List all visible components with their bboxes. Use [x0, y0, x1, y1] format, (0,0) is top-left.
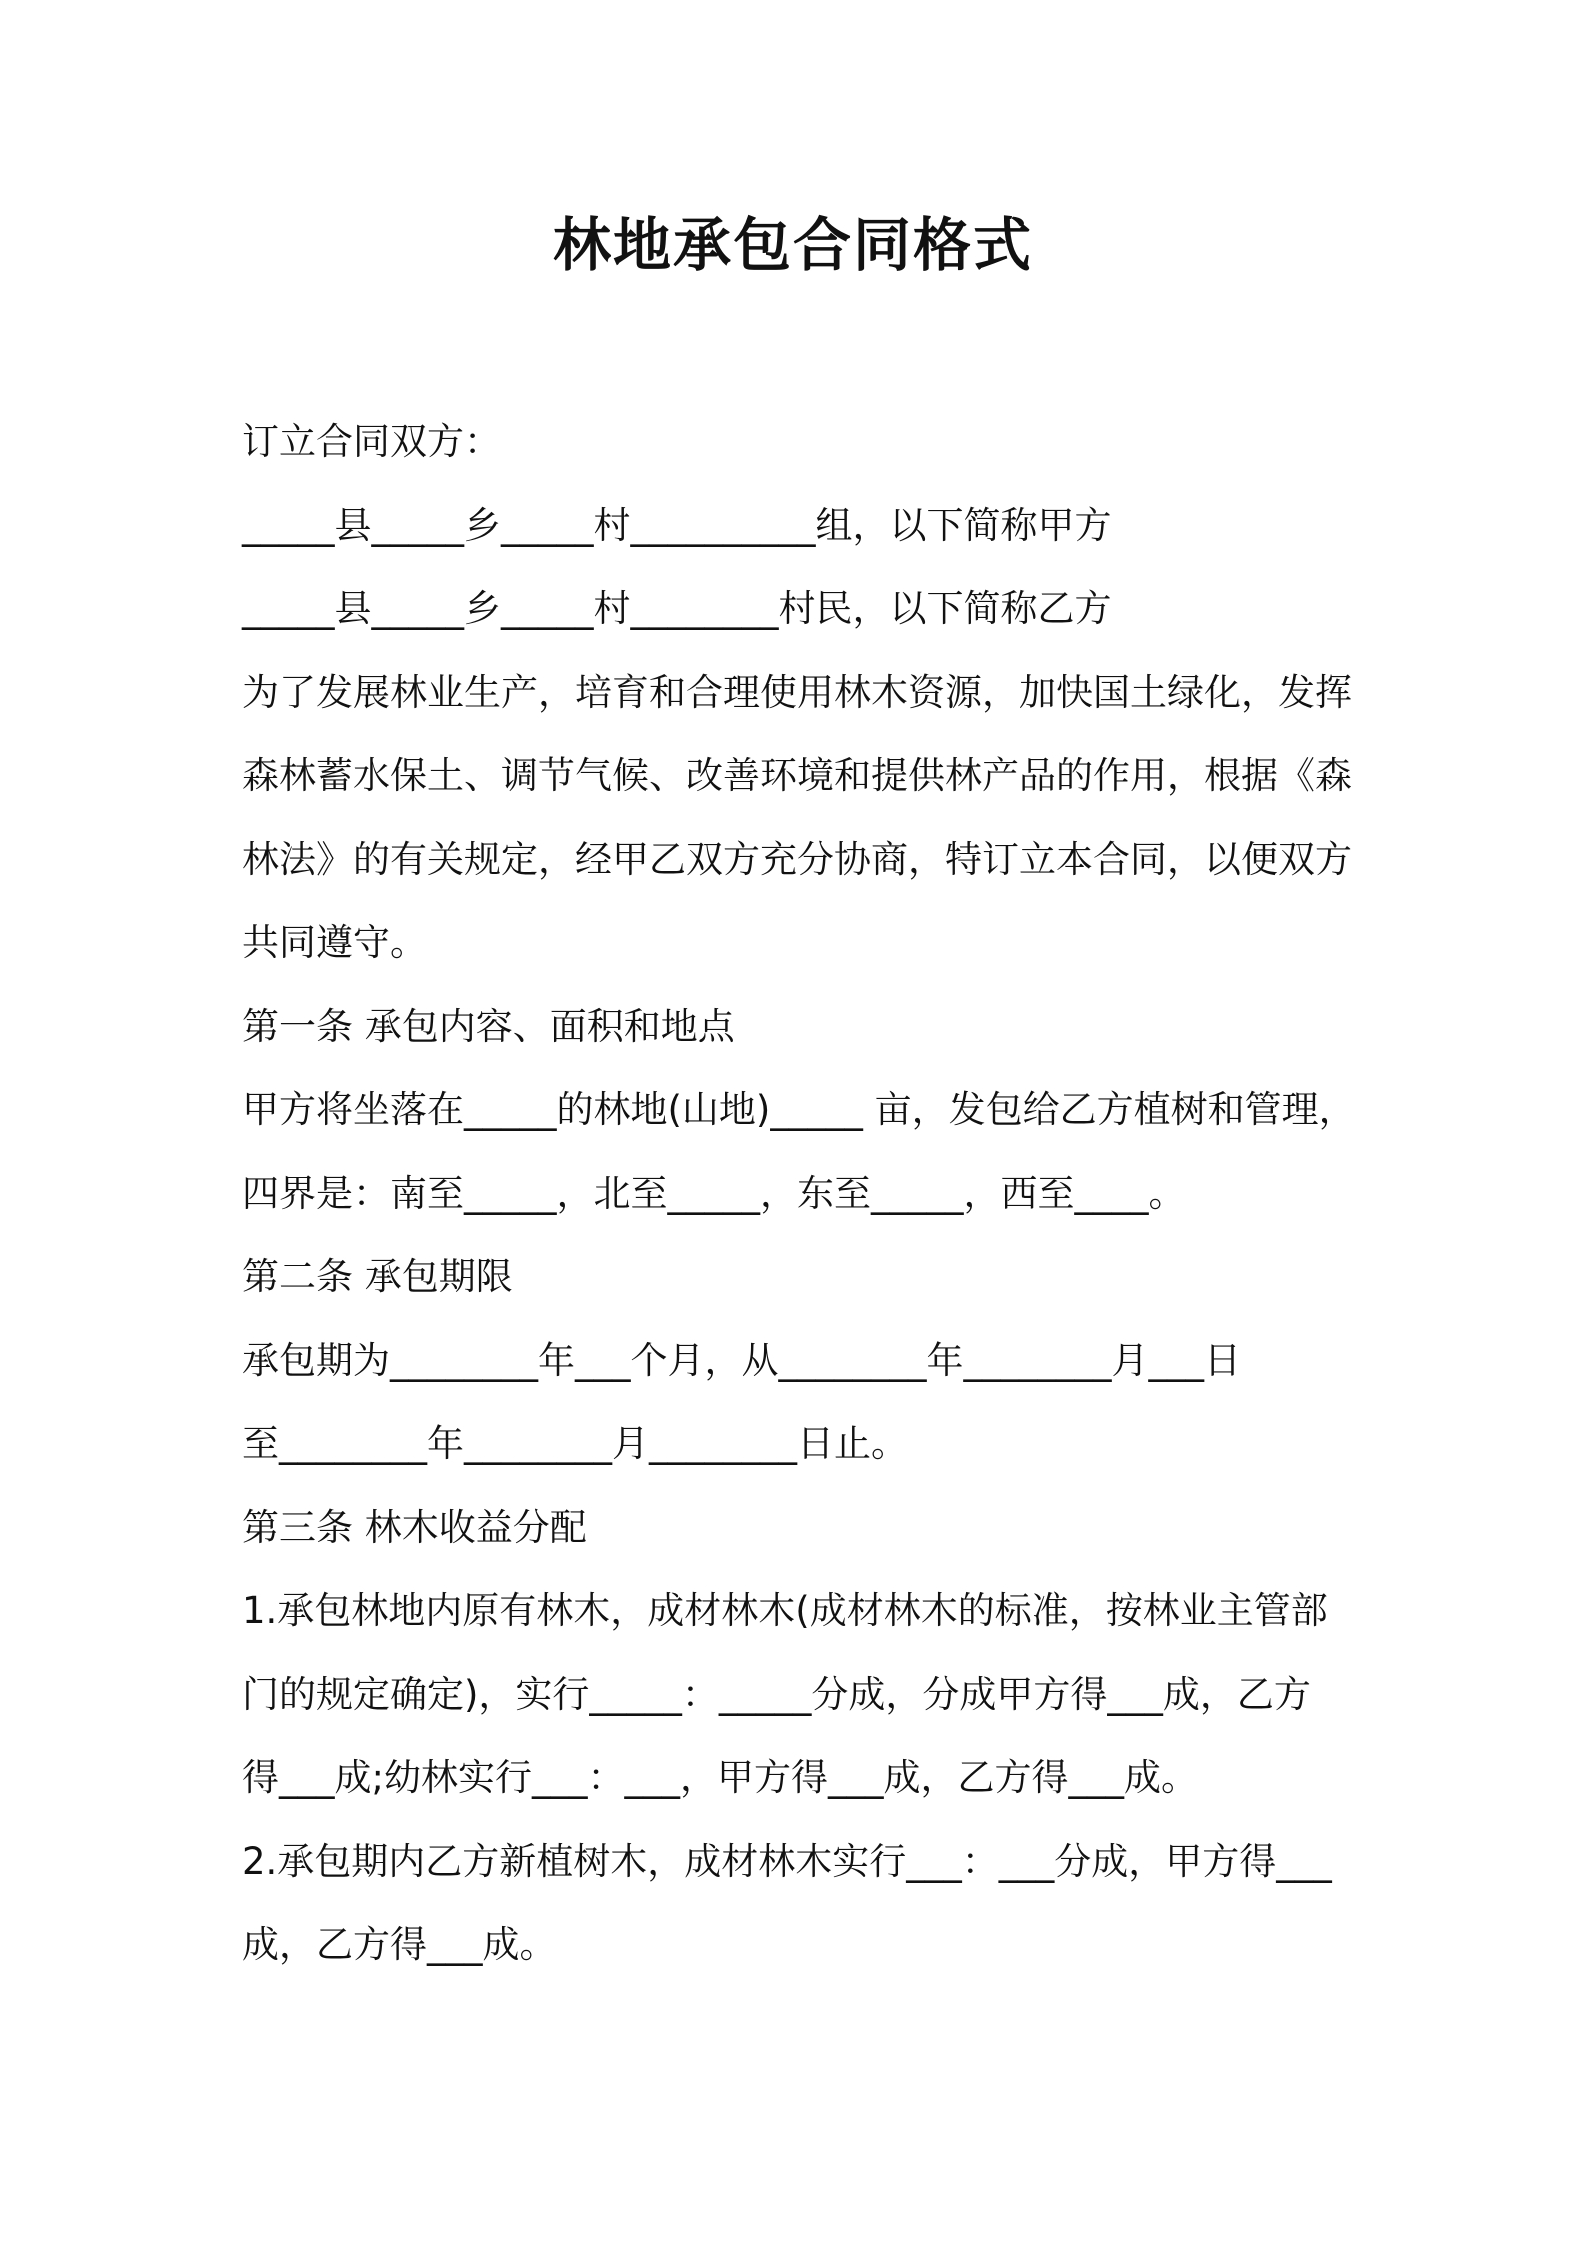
- article-1-line-1: 甲方将坐落在_____的林地(山地)_____ 亩，发包给乙方植树和管理，: [242, 1088, 1356, 1131]
- article-3-item-1-line-2: 门的规定确定)，实行_____：_____分成，分成甲方得___成，乙方: [242, 1672, 1311, 1716]
- document-title: 林地承包合同格式: [552, 211, 1033, 279]
- party-a-line: _____县_____乡_____村__________组，以下简称甲方: [242, 503, 1112, 547]
- article-2-line-2: 至________年________月________日止。: [242, 1422, 908, 1465]
- article-3-heading: 第三条 林木收益分配: [242, 1505, 587, 1549]
- article-3-item-1-line-1: 1.承包林地内原有林木，成材林木(成材林木的标准，按林业主管部: [242, 1589, 1328, 1632]
- parties-heading: 订立合同双方：: [242, 420, 501, 463]
- document-body: [242, 400, 1392, 1987]
- article-2-heading: 第二条 承包期限: [242, 1255, 513, 1298]
- article-3-item-1-line-3: 得___成;幼林实行___：___，甲方得___成，乙方得___成。: [242, 1756, 1198, 1799]
- party-b-line: _____县_____乡_____村________村民，以下简称乙方: [242, 587, 1112, 630]
- article-3-item-2-line-1: 2.承包期内乙方新植树木，成材林木实行___：___分成，甲方得___: [242, 1839, 1332, 1883]
- preamble-line-2: 森林蓄水保土、调节气候、改善环境和提供林产品的作用，根据《森: [242, 754, 1352, 797]
- preamble-line-1: 为了发展林业生产，培育和合理使用林木资源，加快国土绿化，发挥: [242, 670, 1352, 714]
- article-1-line-2: 四界是：南至_____，北至_____，东至_____，西至____。: [242, 1171, 1186, 1215]
- article-2-line-1: 承包期为________年___个月，从________年________月___日: [242, 1338, 1241, 1382]
- article-1-heading: 第一条 承包内容、面积和地点: [242, 1004, 735, 1048]
- article-3-item-2-line-2: 成，乙方得___成。: [242, 1923, 557, 1966]
- preamble-line-4: 共同遵守。: [242, 921, 427, 964]
- preamble-line-3: 林法》的有关规定，经甲乙双方充分协商，特订立本合同，以便双方: [242, 837, 1352, 881]
